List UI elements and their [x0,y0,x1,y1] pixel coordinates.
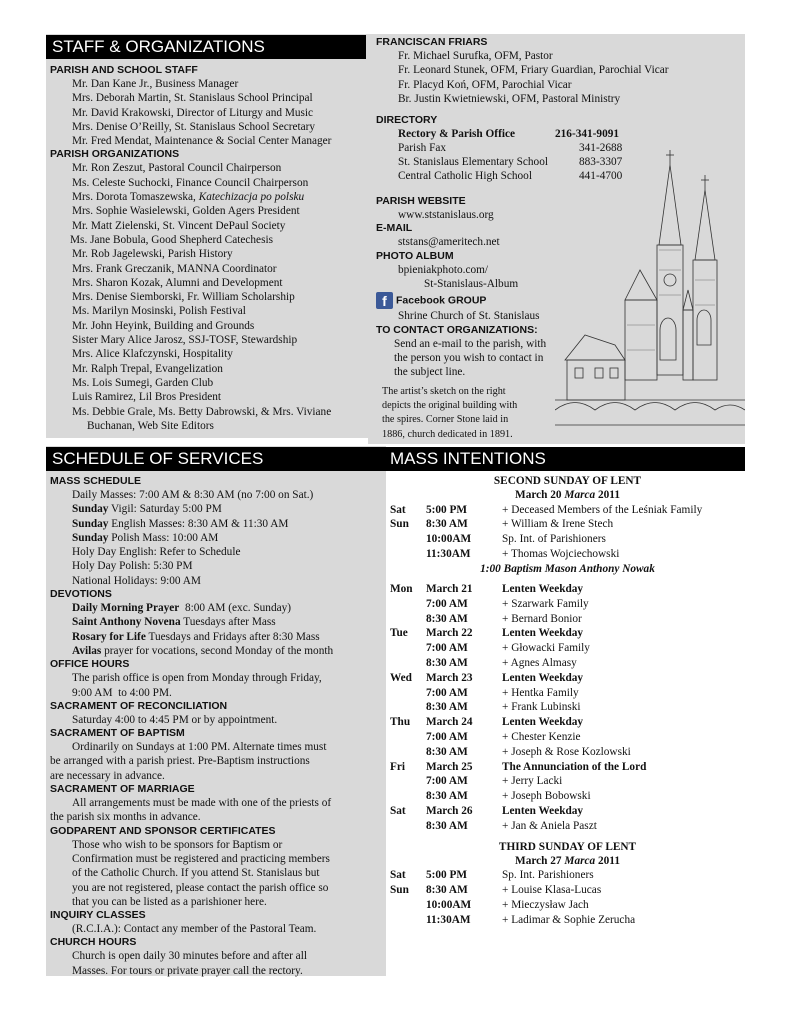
time-label: 10:00AM [426,533,472,546]
day-label [390,789,426,804]
intention-text: Lenten Weekday [502,627,584,640]
church-hours-text: Church is open daily 30 minutes before and after all [72,950,307,963]
directory-title: DIRECTORY [376,114,438,127]
day-label: Sat [390,805,406,818]
org-item: Mrs. Frank Greczanik, MANNA Coordinator [72,262,277,275]
reconciliation-text: Saturday 4:00 to 4:45 PM or by appointment. [72,713,278,726]
devotion-item [50,644,384,658]
national-holidays: National Holidays: 9:00 AM [72,574,201,587]
baptism-title: SACRAMENT OF BAPTISM [50,727,185,740]
time-label: 8:30 AM [426,819,468,832]
staff-section [50,64,368,433]
intention-text: Lenten Weekday [502,805,584,818]
date-text: March 27 [515,854,565,867]
inquiry-text: (R.C.I.A.): Contact any member of the Pastoral Team. [72,923,317,936]
godparent-text: you are not registered, please contact the parish office so [72,881,329,894]
contact-line: the subject line. [394,366,466,379]
day-label: Sunday [72,503,109,516]
friar-item: Fr. Michael Surufka, OFM, Pastor [398,50,553,62]
intention-text: + Agnes Almasy [502,657,577,670]
org-item: Mrs. Alice Klafczynski, Hospitality [72,348,233,361]
intention-text: + Mieczysław Jach [502,898,589,911]
time-label: 7:00 AM [426,597,468,610]
intention-row [390,612,745,627]
parish-staff-title: PARISH AND SCHOOL STAFF [50,64,198,76]
devotion-time: Tuesdays after Mass [180,616,276,629]
org-item: Mrs. Sophie Wasielewski, Golden Agers President [72,205,300,218]
day-label: Sunday [72,531,109,544]
baptism-text: Ordinarily on Sundays at 1:00 PM. Alternate times must [72,741,327,754]
facebook-icon: f [376,292,393,309]
day-label [390,700,426,715]
devotion-name: Daily Morning Prayer [72,602,180,615]
photo-album-title: PHOTO ALBUM [376,249,454,262]
intention-row [390,656,745,671]
devotion-item [50,615,384,629]
week1-list [390,503,745,562]
friar-item: Br. Justin Kwietniewski, OFM, Pastoral Ministry [398,92,621,105]
intention-text: The Annunciation of the Lord [502,760,647,773]
friar-item: Fr. Placyd Koń, OFM, Parochial Vicar [398,78,572,91]
friars-title: FRANCISCAN FRIARS [376,36,488,48]
staff-item: Mr. Dan Kane Jr., Business Manager [72,78,239,90]
staff-item: Mrs. Denise O’Reilly, St. Stanislaus School Secretary [72,120,316,133]
date-italic: Marca [564,854,596,867]
intention-text: + Hentka Family [502,686,579,699]
day-label [390,898,426,913]
godparent-title: GODPARENT AND SPONSOR CERTIFICATES [50,824,276,837]
intention-row [390,789,745,804]
intention-text: + Joseph & Rose Kozlowski [502,745,631,758]
org-item: Mr. Ralph Trepal, Evangelization [72,362,223,375]
day-label [390,686,426,701]
marriage-text: the parish six months in advance. [50,811,201,824]
intention-row [390,868,745,883]
intention-text: + Ladimar & Sophie Zerucha [502,913,636,926]
church-hours-text: Masses. For tours or private prayer call the rectory. [72,964,303,977]
day-label [390,612,426,627]
day-label: Wed [390,671,412,684]
staff-item: Mrs. Deborah Martin, St. Stanislaus School Principal [72,92,313,105]
date-year: 2011 [595,489,620,502]
time-text: Polish Mass: 10:00 AM [108,531,219,544]
baptism-text: are necessary in advance. [50,769,165,782]
org-item: Sister Mary Alice Jarosz, SSJ-TOSF, Stewardship [72,334,298,347]
intention-row [390,715,745,730]
date-year: 2011 [595,854,620,867]
caption-line: The artist’s sketch on the right [382,386,506,397]
intention-row [390,532,745,547]
time-label: 8:30 AM [426,612,468,625]
org-person: Mrs. Dorota Tomaszewska, [72,191,199,204]
time-label: 11:30AM [426,913,471,926]
schedule-header: SCHEDULE OF SERVICES [46,447,386,471]
org-item: Ms. Lois Sumegi, Garden Club [72,376,214,389]
devotion-item [50,601,384,615]
intention-row [390,898,745,913]
week2-list [390,868,745,927]
intention-text: + Jan & Aniela Paszt [502,819,597,832]
intention-row [390,819,745,834]
time-label: March 24 [426,716,473,729]
time-label: 11:30AM [426,547,471,560]
parish-orgs-title: PARISH ORGANIZATIONS [50,148,180,161]
schedule-section [50,475,384,978]
daily-masses: Daily Masses: 7:00 AM & 8:30 AM (no 7:00 on Sat.) [72,489,314,501]
intention-text: + Deceased Members of the Leśniak Family [502,503,703,516]
office-hours-text: The parish office is open from Monday through Friday, [72,672,322,685]
intention-row [390,730,745,745]
weekday-list [390,582,745,834]
directory-row [376,127,741,141]
photo-album-url-2[interactable]: St-Stanislaus-Album [424,278,519,291]
directory-name: Rectory & Parish Office [398,128,516,141]
parish-staff-list [50,77,368,148]
baptism-note: 1:00 Baptism Mason Anthony Nowak [480,562,655,575]
org-item: Ms. Celeste Suchocki, Finance Council Chairperson [72,176,309,189]
inquiry-title: INQUIRY CLASSES [50,909,146,922]
time-text: English Masses: 8:30 AM & 11:30 AM [108,517,289,530]
intention-text: + Thomas Wojciechowski [502,547,620,560]
intention-text: Sp. Int. Parishioners [502,869,594,882]
godparent-text: that you can be listed as a parishioner here. [72,895,267,908]
week1-title: SECOND SUNDAY OF LENT [493,475,642,487]
org-item: Ms. Marilyn Mosinski, Polish Festival [72,305,246,318]
devotions-title: DEVOTIONS [50,588,112,601]
week2-date [390,854,745,868]
staff-item: Mr. David Krakowski, Director of Liturgy and Music [72,106,314,119]
email-address[interactable]: ststans@ameritech.net [398,236,500,249]
intention-text: + William & Irene Stech [502,518,614,531]
org-role-italic: Katechizacja po polsku [198,191,305,204]
day-label: Mon [390,583,413,596]
org-item [50,190,368,204]
directory-number: 341-2688 [579,142,623,155]
intention-row [390,700,745,715]
org-item: Mrs. Sharon Kozak, Alumni and Development [72,276,283,289]
day-label [390,532,426,547]
church-hours-title: CHURCH HOURS [50,936,137,949]
directory-name: St. Stanislaus Elementary School [398,156,548,169]
directory-name: Parish Fax [398,142,447,155]
devotion-name: Avilas [72,644,102,657]
directory-number: 883-3307 [579,156,623,169]
caption-line: the spires. Corner Stone laid in [382,414,509,426]
time-label: 7:00 AM [426,642,468,655]
time-label: 8:30 AM [426,790,468,803]
org-item: Ms. Debbie Grale, Ms. Betty Dabrowski, & Mrs. Viviane [72,405,332,418]
time-label: 10:00AM [426,898,472,911]
week2-title: THIRD SUNDAY OF LENT [498,840,637,853]
devotion-name: Rosary for Life [72,630,146,643]
church-sketch-image [555,150,745,440]
office-hours-text: 9:00 AM to 4:00 PM. [72,686,172,699]
time-label: 5:00 PM [426,503,468,516]
intention-text: + Głowacki Family [502,642,590,655]
week1-date [390,488,745,502]
day-label [390,597,426,612]
time-label: 8:30 AM [426,518,468,531]
marriage-title: SACRAMENT OF MARRIAGE [50,783,195,796]
sketch-caption [382,385,550,442]
intention-row [390,626,745,641]
time-label: March 23 [426,671,473,684]
contact-line: Send an e-mail to the parish, with [394,337,547,350]
parish-orgs-list [50,161,368,433]
intention-text: + Bernard Bonior [502,612,582,625]
day-label [390,656,426,671]
day-label: Sun [390,518,409,531]
intention-text: + Louise Klasa-Lucas [502,884,602,897]
directory-name: Central Catholic High School [398,170,532,183]
day-label: Tue [390,627,408,640]
photo-album-url[interactable]: bpieniakphoto.com/ [398,263,489,276]
intentions-header: MASS INTENTIONS [384,447,745,471]
day-label [390,730,426,745]
facebook-group-name[interactable]: Shrine Church of St. Stanislaus [398,310,540,323]
date-text: March 20 [515,489,565,502]
directory-number: 216-341-9091 [555,128,620,141]
facebook-label: Facebook GROUP [396,294,487,307]
time-label: 7:00 AM [426,775,468,788]
contact-line: the person you wish to contact in [394,351,544,364]
intention-text: Lenten Weekday [502,716,584,729]
org-item: Luis Ramirez, Lil Bros President [72,391,222,404]
directory-number: 441-4700 [579,170,623,183]
time-label: March 25 [426,760,473,773]
day-label: Thu [390,716,411,729]
devotion-time: Tuesdays and Fridays after 8:30 Mass [145,630,320,643]
time-label: 8:30 AM [426,657,468,670]
intention-row [390,913,745,928]
staff-item: Mr. Fred Mendat, Maintenance & Social Center Manager [72,135,332,148]
devotion-name: Saint Anthony Novena [72,616,181,629]
time-label: 8:30 AM [426,745,468,758]
day-label [390,913,426,928]
org-item: Buchanan, Web Site Editors [87,419,214,432]
staff-header: STAFF & ORGANIZATIONS [46,35,366,59]
day-label: Sunday [72,517,109,530]
devotion-time: 8:00 AM (exc. Sunday) [179,602,292,615]
org-item: Mr. Ron Zeszut, Pastoral Council Chairperson [72,162,282,175]
time-label: 7:00 AM [426,686,468,699]
time-label: March 22 [426,627,473,640]
day-label: Sat [390,503,406,516]
devotion-time: prayer for vocations, second Monday of the month [101,644,334,657]
marriage-text: All arrangements must be made with one of the priests of [72,797,332,810]
holy-day-polish: Holy Day Polish: 5:30 PM [72,560,193,573]
intention-row [390,883,745,898]
intention-row [390,597,745,612]
caption-line: 1886, church dedicated in 1891. [382,428,513,440]
org-item: Mr. Rob Jagelewski, Parish History [72,248,233,261]
intention-row [390,745,745,760]
holy-day-english: Holy Day English: Refer to Schedule [72,546,241,559]
intention-row [390,517,745,532]
day-label [390,745,426,760]
intention-text: Lenten Weekday [502,583,584,596]
date-italic: Marca [564,489,596,502]
contact-title: TO CONTACT ORGANIZATIONS: [376,323,538,336]
intention-text: + Chester Kenzie [502,731,581,744]
baptism-text: be arranged with a parish priest. Pre-Baptism instructions [50,755,310,768]
day-label: Fri [390,760,406,773]
mass-schedule-title: MASS SCHEDULE [50,475,142,487]
godparent-text: of the Catholic Church. If you attend St. Stanislaus but [72,867,320,880]
caption-line: depicts the original building with [382,400,518,412]
time-text: Vigil: Saturday 5:00 PM [108,503,222,516]
intention-row [390,804,745,819]
website-title: PARISH WEBSITE [376,195,466,208]
org-item: Mr. Matt Zielenski, St. Vincent DePaul Society [72,219,286,232]
email-title: E-MAIL [376,222,413,235]
time-label: 7:00 AM [426,731,468,744]
day-label [390,547,426,562]
reconciliation-title: SACRAMENT OF RECONCILIATION [50,699,228,712]
time-label: March 26 [426,805,473,818]
day-label: Sun [390,884,409,897]
time-label: 8:30 AM [426,884,468,897]
time-label: 5:00 PM [426,869,468,882]
intention-row [390,774,745,789]
godparent-text: Those who wish to be sponsors for Baptism or [72,838,283,851]
day-label [390,641,426,656]
intention-row [390,641,745,656]
devotion-item [50,630,384,644]
godparent-text: Confirmation must be registered and practicing members [72,852,330,865]
intention-text: Sp. Int. of Parishioners [502,533,606,546]
sunday-vigil [50,502,384,516]
intention-text: + Joseph Bobowski [502,790,591,803]
office-hours-title: OFFICE HOURS [50,658,130,671]
org-item: Mrs. Denise Siemborski, Fr. William Scholarship [72,291,295,304]
intentions-section [390,474,745,927]
intention-text: + Szarwark Family [502,597,589,610]
day-label: Sat [390,869,406,882]
org-item: Mr. John Heyink, Building and Grounds [72,319,255,332]
intention-text: + Frank Lubinski [502,701,581,714]
sunday-polish [50,531,384,545]
sunday-english [50,517,384,531]
website-url[interactable]: www.ststanislaus.org [398,209,494,222]
intention-text: Lenten Weekday [502,671,584,684]
time-label: 8:30 AM [426,701,468,714]
intention-row [390,503,745,518]
time-label: March 21 [426,583,473,596]
intention-row [390,671,745,686]
day-label [390,774,426,789]
intention-row [390,686,745,701]
friar-item: Fr. Leonard Stunek, OFM, Friary Guardian, Parochial Vicar [398,64,669,77]
intention-row [390,547,745,562]
intention-row [390,582,745,597]
day-label [390,819,426,834]
intention-text: + Jerry Lacki [502,775,563,788]
intention-row [390,760,745,775]
org-item: Ms. Jane Bobula, Good Shepherd Catechesis [70,233,273,246]
